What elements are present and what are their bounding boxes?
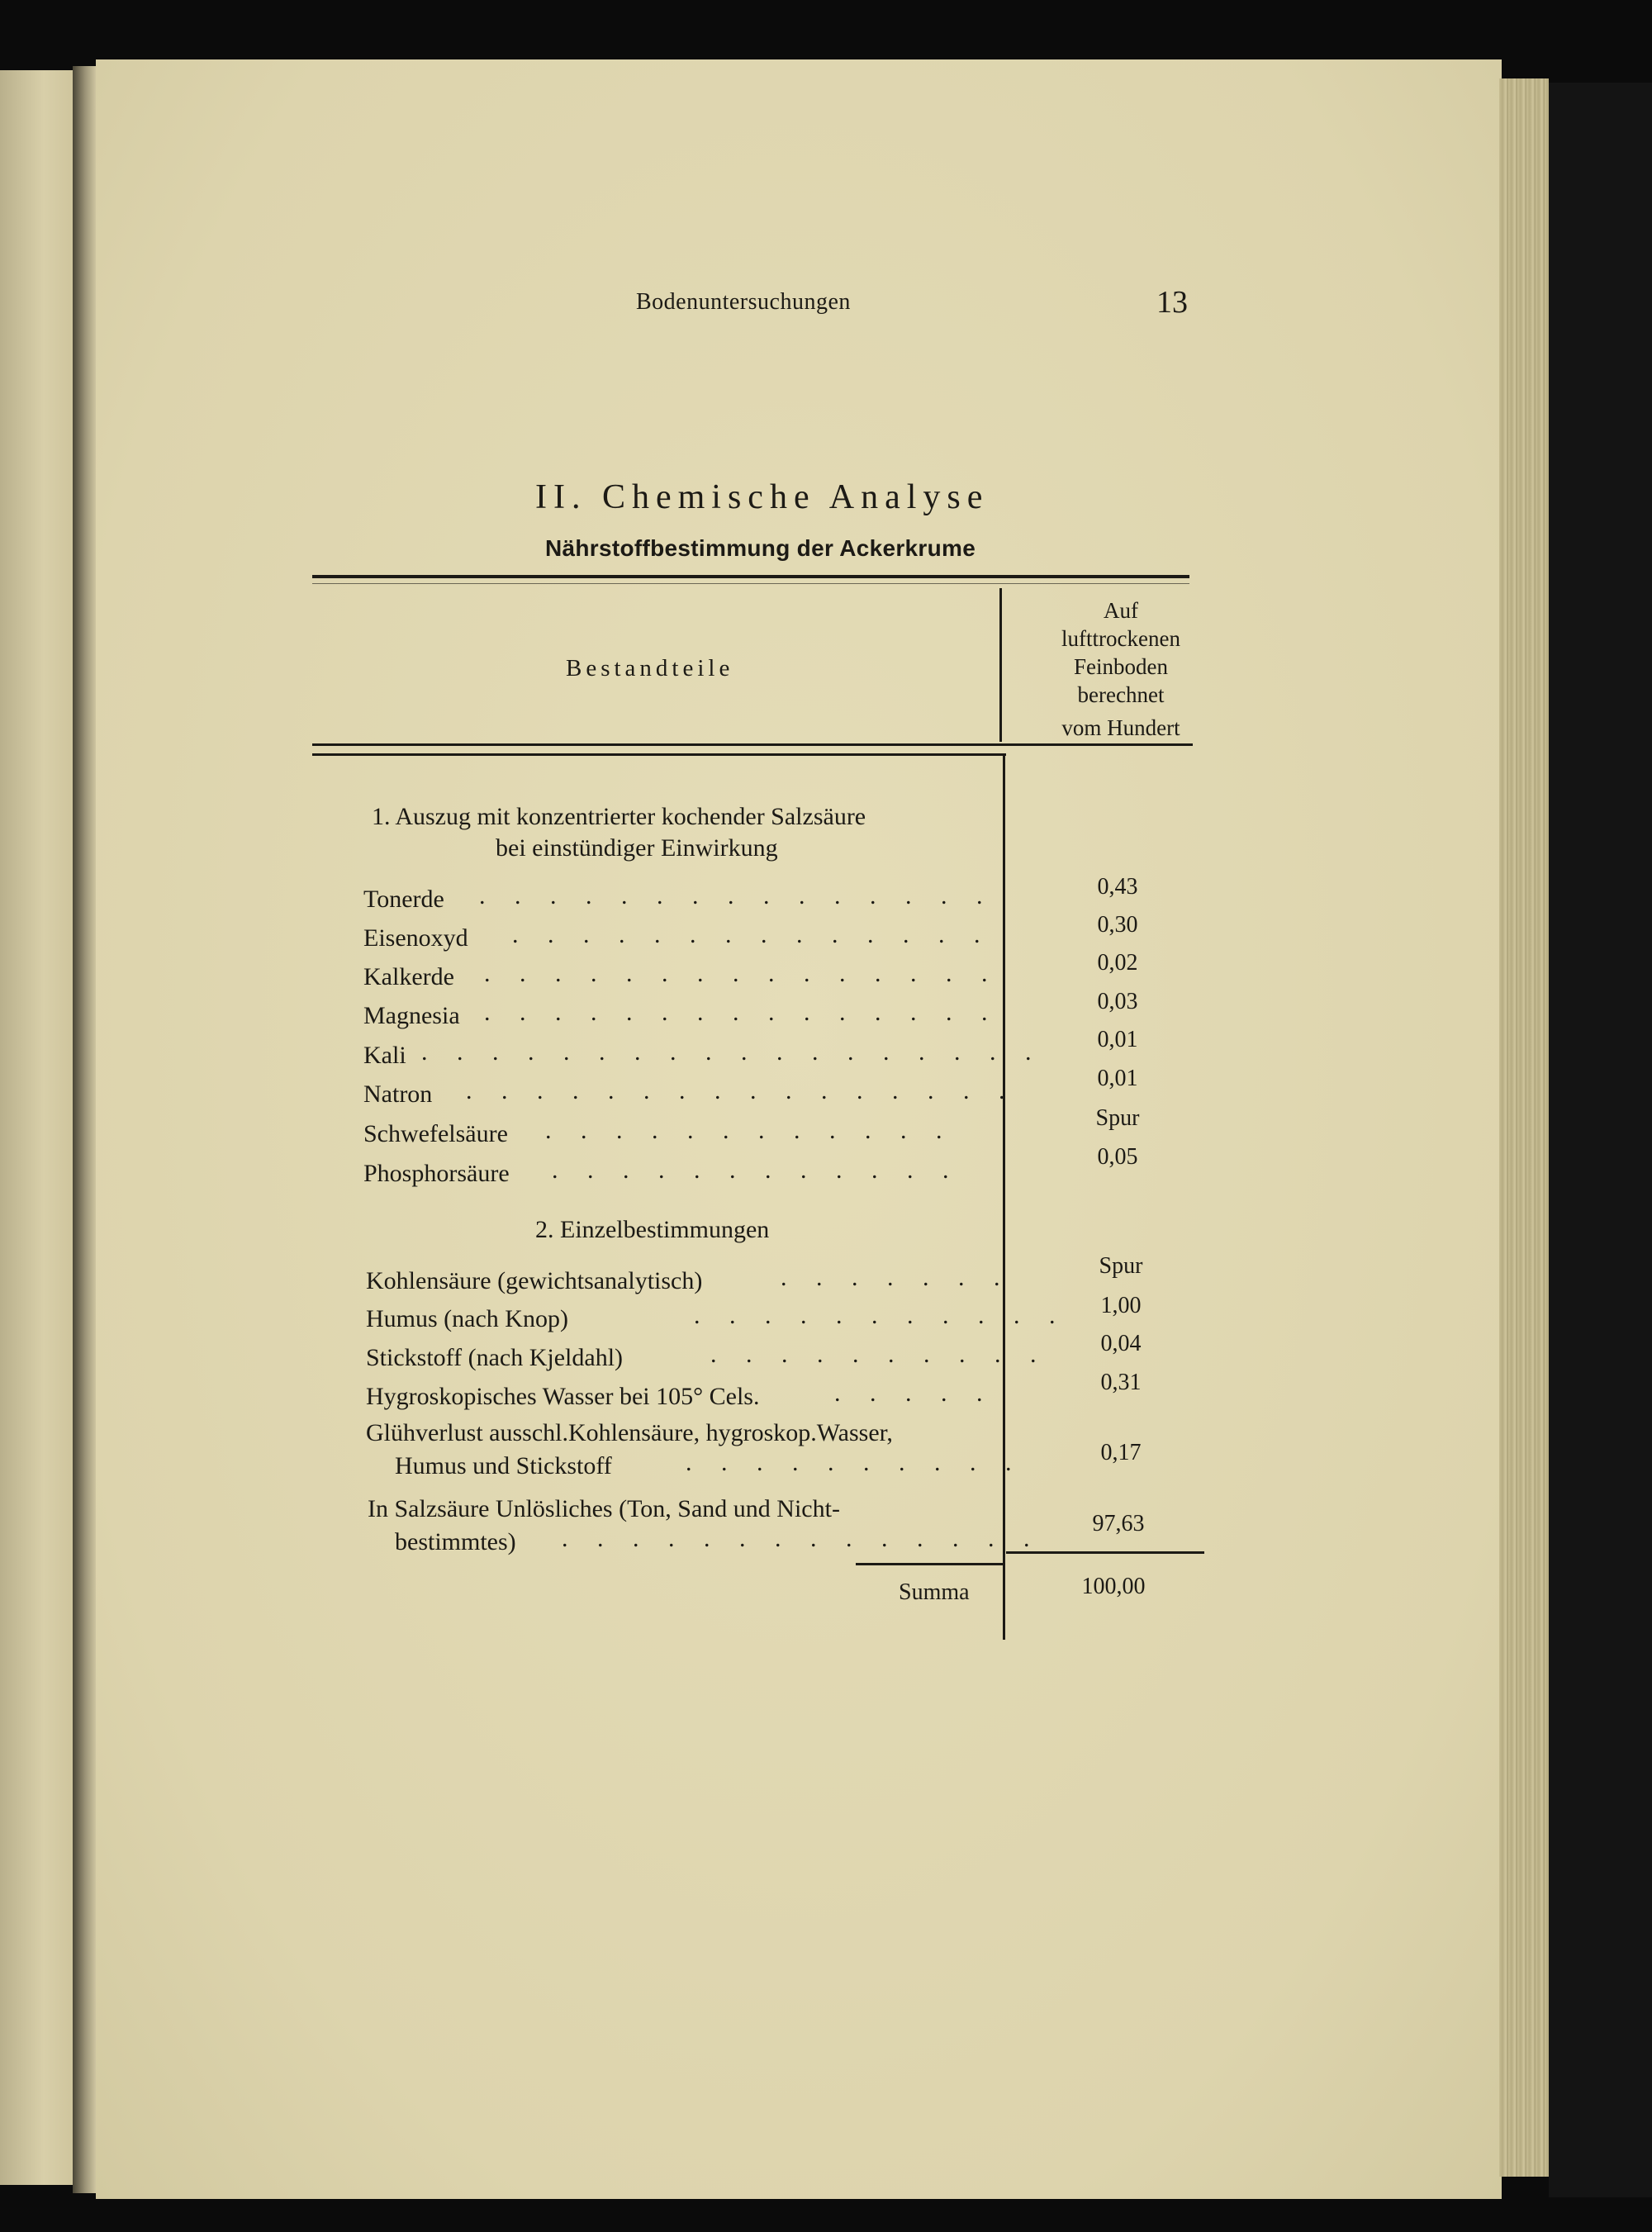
row-label-eisenoxyd: Eisenoxyd bbox=[363, 924, 468, 952]
leader-dots: . . . . . . . . . . . . . . . bbox=[484, 960, 999, 987]
row-value-tonerde: 0,43 bbox=[1097, 874, 1138, 900]
row-label-schwefelsaeure: Schwefelsäure bbox=[363, 1120, 508, 1147]
leader-dots: . . . . . . . . . . bbox=[710, 1341, 1048, 1368]
leader-dots: . . . . . . . . . . . . bbox=[552, 1156, 961, 1184]
row-label-stickstoff: Stickstoff (nach Kjeldahl) bbox=[366, 1344, 624, 1371]
section-title: II. Chemische Analyse bbox=[535, 478, 990, 516]
row-value-kohlensaeure: Spur bbox=[1099, 1253, 1143, 1279]
row-label-unloesliches-line1: In Salzsäure Unlösliches (Ton, Sand und Nicht- bbox=[368, 1495, 840, 1522]
column-header-line: Feinboden bbox=[1074, 654, 1168, 679]
leader-dots: . . . . . bbox=[834, 1380, 995, 1407]
leader-dots: . . . . . . . . . . . bbox=[694, 1302, 1067, 1329]
page-number: 13 bbox=[1156, 285, 1188, 320]
total-value: 100,00 bbox=[1081, 1574, 1146, 1599]
row-value-stickstoff: 0,04 bbox=[1100, 1331, 1142, 1356]
sum-rule-left bbox=[856, 1563, 1003, 1565]
column-divider-body bbox=[1003, 756, 1005, 1640]
row-value-eisenoxyd: 0,30 bbox=[1097, 912, 1138, 938]
leader-dots: . . . . . . . . . . . . . . bbox=[562, 1525, 1042, 1552]
row-label-kalkerde: Kalkerde bbox=[363, 963, 454, 990]
section-subtitle: Nährstoffbestimmung der Ackerkrume bbox=[545, 535, 976, 561]
leader-dots: . . . . . . . . . . . . . . . bbox=[484, 999, 999, 1026]
book-gutter bbox=[73, 66, 97, 2193]
leader-dots: . . . . . . . . . . . . . . . . . . bbox=[421, 1038, 1043, 1066]
row-label-phosphorsaeure: Phosphorsäure bbox=[363, 1160, 510, 1187]
row-label-kali: Kali bbox=[363, 1042, 406, 1069]
page-stack-edge bbox=[1499, 78, 1549, 2177]
row-value-magnesia: 0,03 bbox=[1097, 989, 1138, 1014]
header-bottom-rule bbox=[312, 743, 1193, 746]
row-label-hygroskopisches-wasser: Hygroskopisches Wasser bei 105° Cels. bbox=[366, 1383, 760, 1410]
column-header-bestandteile: Bestandteile bbox=[566, 655, 734, 681]
leader-dots: . . . . . . . bbox=[781, 1264, 1012, 1291]
leader-dots: . . . . . . . . . . . . . . . bbox=[479, 882, 995, 909]
row-value-gluehverlust: 0,17 bbox=[1100, 1440, 1142, 1465]
group2-title: 2. Einzelbestimmungen bbox=[535, 1216, 770, 1243]
row-label-kohlensaeure: Kohlensäure (gewichtsanalytisch) bbox=[366, 1267, 703, 1294]
row-value-kalkerde: 0,02 bbox=[1097, 950, 1138, 976]
group1-title-line1: 1. Auszug mit konzentrierter kochender Salzsäure bbox=[372, 803, 866, 830]
row-label-gluehverlust-line1: Glühverlust ausschl.Kohlensäure, hygroskop.Wasser, bbox=[366, 1419, 893, 1446]
facing-page-edge bbox=[0, 70, 73, 2185]
row-label-tonerde: Tonerde bbox=[363, 886, 444, 913]
row-value-phosphorsaeure: 0,05 bbox=[1097, 1144, 1138, 1170]
table-top-rule bbox=[312, 575, 1189, 578]
leader-dots: . . . . . . . . . . . . bbox=[545, 1117, 954, 1144]
group1-title-line2: bei einstündiger Einwirkung bbox=[496, 834, 778, 862]
row-value-natron: 0,01 bbox=[1097, 1066, 1138, 1091]
running-head: Bodenuntersuchungen bbox=[636, 289, 851, 315]
leader-dots: . . . . . . . . . . bbox=[686, 1449, 1023, 1476]
row-label-humus: Humus (nach Knop) bbox=[366, 1305, 568, 1332]
leader-dots: . . . . . . . . . . . . . . . . bbox=[466, 1077, 1017, 1104]
leader-dots: . . . . . . . . . . . . . . bbox=[512, 921, 992, 948]
row-value-humus: 1,00 bbox=[1100, 1293, 1142, 1318]
header-bottom-rule-2 bbox=[312, 753, 1006, 756]
column-header-line: lufttrockenen bbox=[1061, 626, 1180, 651]
row-value-kali: 0,01 bbox=[1097, 1027, 1138, 1052]
book-cover-background bbox=[1549, 83, 1652, 2197]
row-label-gluehverlust-line2: Humus und Stickstoff bbox=[395, 1452, 612, 1479]
column-header-line: Auf bbox=[1104, 598, 1138, 623]
row-value-schwefelsaeure: Spur bbox=[1095, 1105, 1140, 1131]
row-label-magnesia: Magnesia bbox=[363, 1002, 460, 1029]
column-header-line: berechnet bbox=[1077, 682, 1165, 707]
column-header-line: vom Hundert bbox=[1061, 715, 1180, 740]
column-header-values bbox=[1001, 596, 1241, 742]
total-label: Summa bbox=[899, 1579, 970, 1605]
table-top-rule-thin bbox=[312, 583, 1189, 584]
row-label-natron: Natron bbox=[363, 1080, 433, 1108]
row-value-unloesliches: 97,63 bbox=[1092, 1511, 1145, 1536]
row-label-unloesliches-line2: bestimmtes) bbox=[395, 1528, 516, 1555]
row-value-hygroskopisches-wasser: 0,31 bbox=[1100, 1370, 1142, 1395]
